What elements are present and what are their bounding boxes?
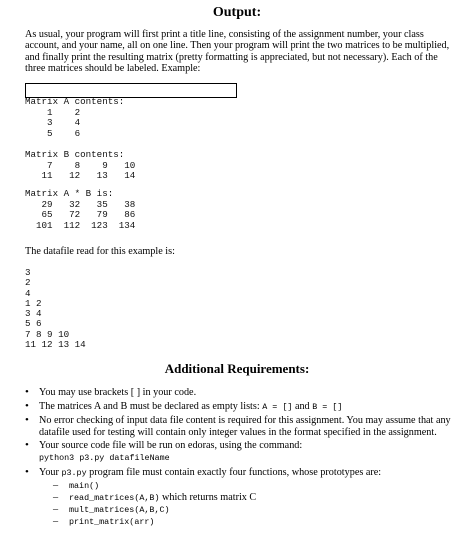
requirement-edoras (25, 440, 465, 464)
output-heading: Output: (212, 5, 262, 20)
prototype-mult-matrices (53, 504, 465, 516)
requirement-four-functions-pre: Your (39, 466, 62, 478)
prototype-print-matrix (53, 516, 465, 528)
requirement-brackets-text: You may use brackets [ ] in your code. (39, 387, 197, 398)
filename-code: p3.py (61, 467, 87, 478)
requirement-no-error-checking (25, 415, 465, 438)
prototype-main-code: main() (69, 481, 100, 492)
prototype-main (53, 480, 465, 492)
prototype-read-matrices (53, 492, 465, 504)
prototype-print-matrix-code: print_matrix(arr) (69, 517, 155, 528)
requirement-edoras-text: Your source code file will be run on edoras, using the command: (39, 440, 303, 452)
run-command: python3 p3.py datafileName (39, 452, 170, 463)
additional-requirements-heading: Additional Requirements: (164, 361, 310, 376)
code-b-empty: B = [] (312, 401, 343, 412)
requirement-four-functions (25, 467, 465, 529)
requirement-empty-lists (25, 401, 465, 414)
datafile-content: 3 2 4 1 2 3 4 5 6 7 8 9 10 11 12 13 14 (25, 267, 86, 351)
prototype-read-matrices-code: read_matrices(A,B) (69, 493, 160, 504)
requirement-no-error-checking-text: No error checking of input data file content is required for this assignment. You may assume that any datafile used for testing will contain only integer values in the format specified in the assignment. (39, 415, 451, 438)
requirement-four-functions-post: program file must contain exactly four functions, whose prototypes are: (86, 466, 382, 478)
matrix-a-output: Matrix A contents: 1 2 3 4 5 6 (25, 96, 125, 139)
requirement-empty-lists-text: The matrices A and B must be declared as empty lists: (39, 400, 263, 412)
matrix-ab-output: Matrix A * B is: 29 32 35 38 65 72 79 86 101 112 123 134 (25, 188, 136, 231)
requirements-list (25, 387, 465, 530)
datafile-intro: The datafile read for this example is: (25, 246, 175, 257)
code-a-empty: A = [] (262, 401, 293, 412)
prototype-read-matrices-note: which returns matrix C (159, 492, 257, 504)
and-text: and (292, 400, 313, 412)
intro-paragraph: As usual, your program will first print a title line, consisting of the assignment number, your class account, and your name, all on one line. Then your program will print the two matrices to be multiplied, and finally print the resulting matrix (pretty formatting is appreciated, but not necessary). Each of the three matrices should be labeled. Example: (25, 29, 450, 75)
matrix-b-output: Matrix B contents: 7 8 9 10 11 12 13 14 (25, 149, 136, 182)
prototypes-list (53, 480, 465, 528)
requirement-brackets (25, 387, 465, 399)
prototype-mult-matrices-code: mult_matrices(A,B,C) (69, 505, 170, 516)
